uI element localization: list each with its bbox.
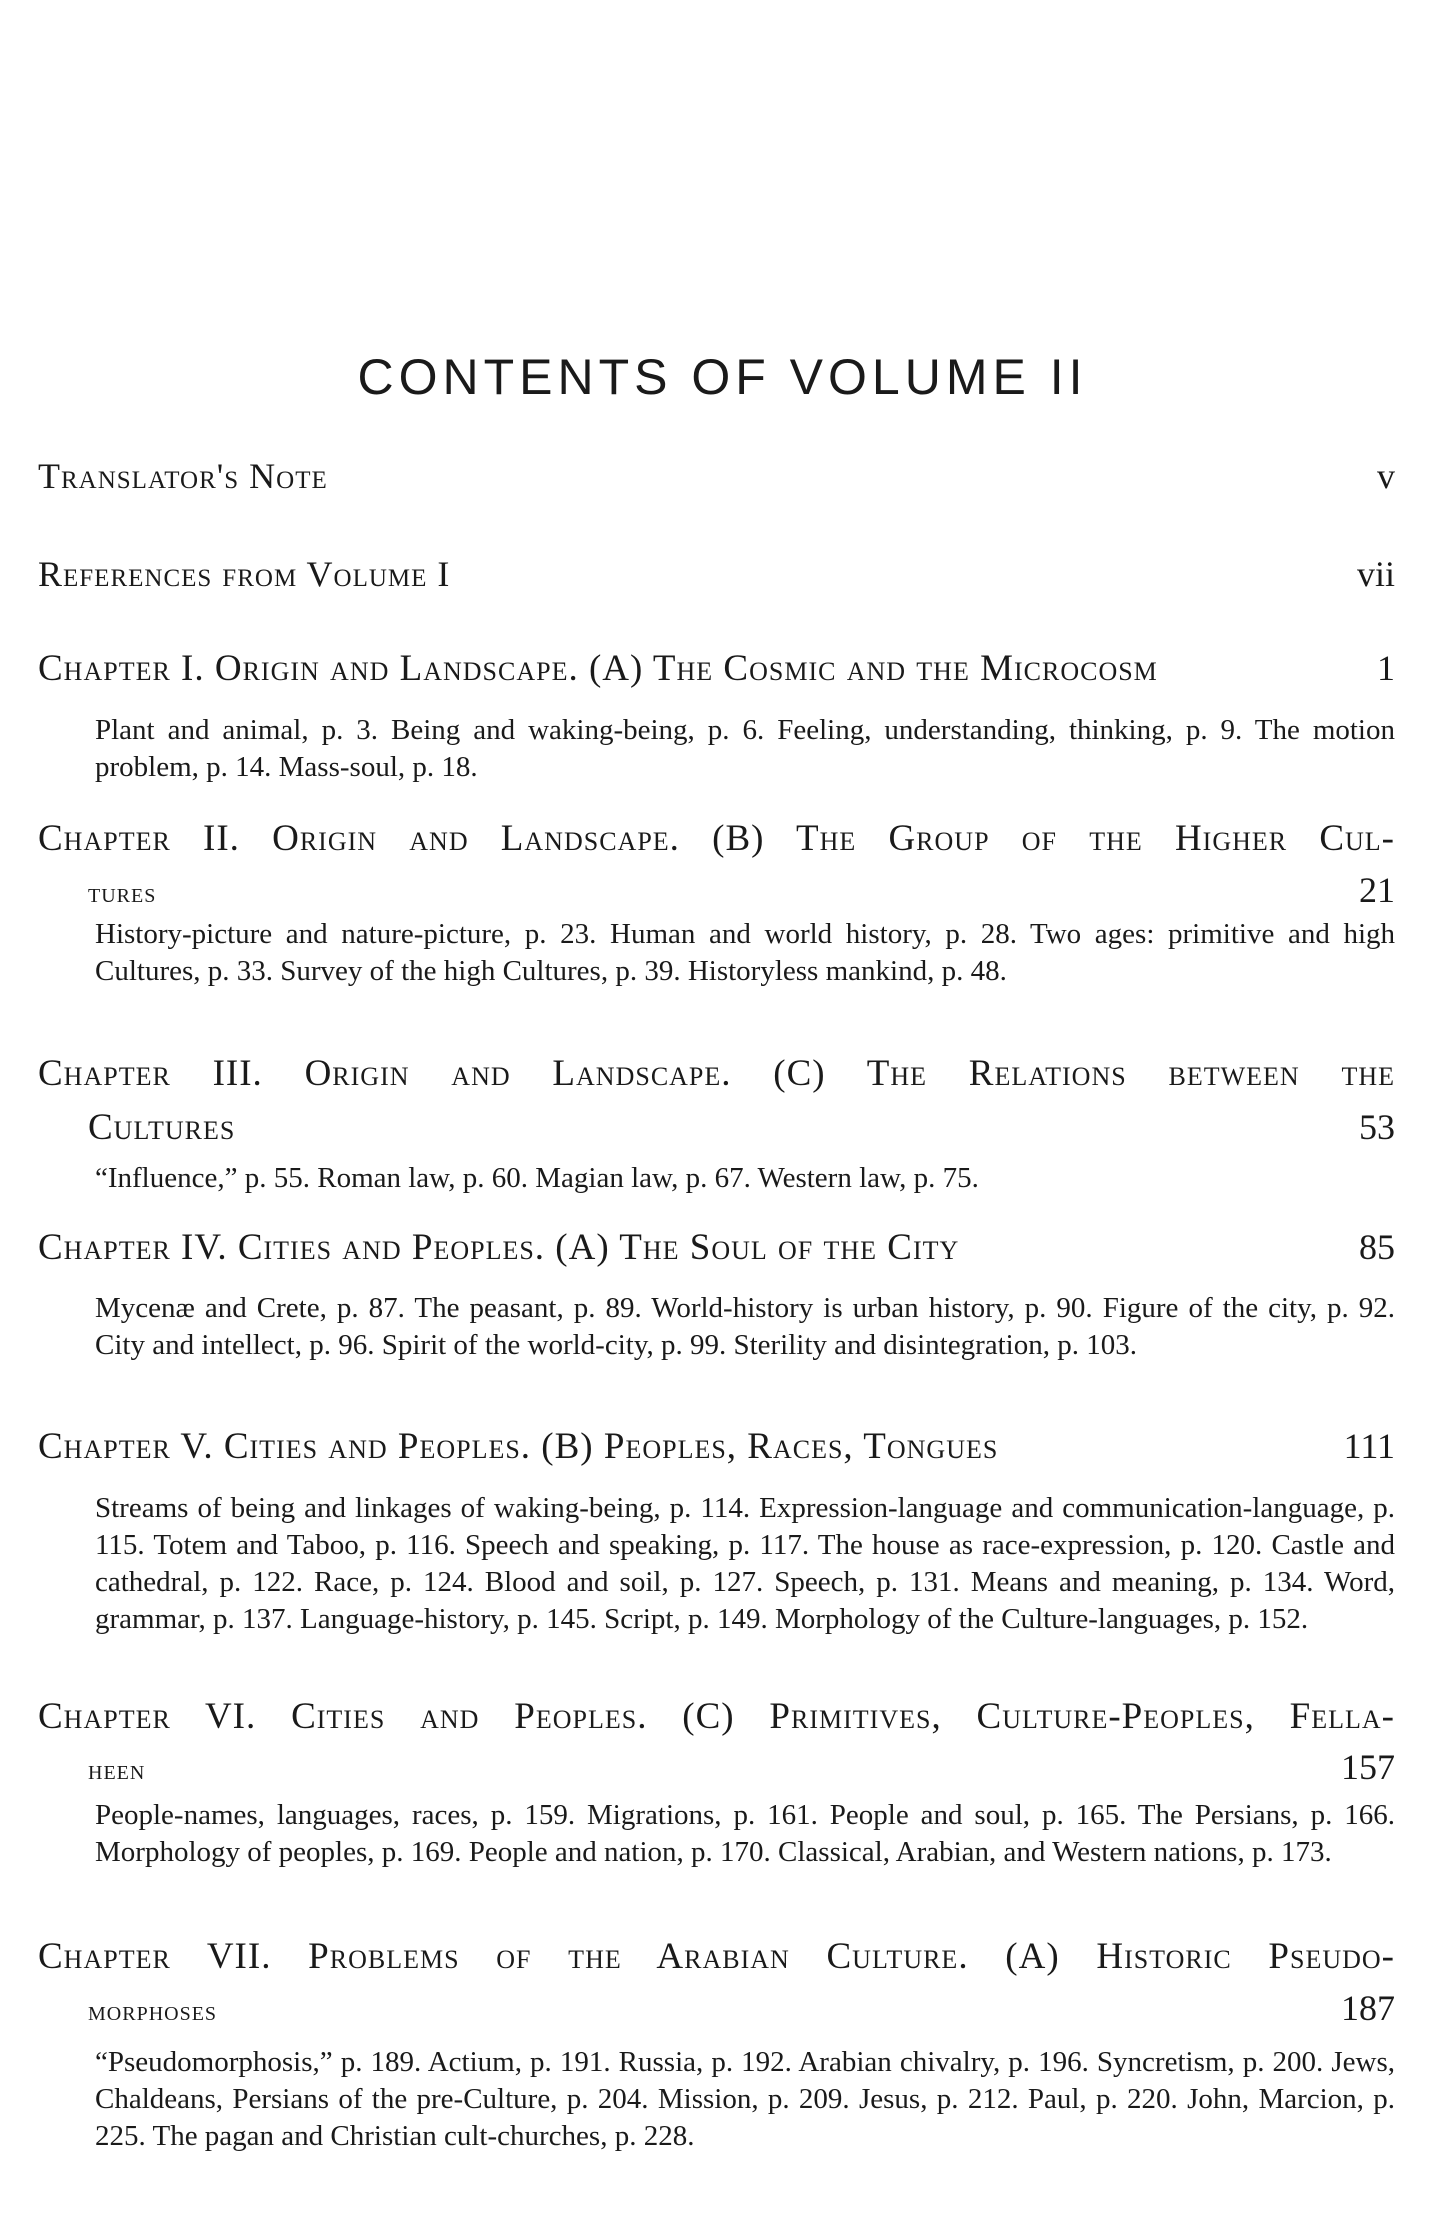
chapter-title: Chapter III. Origin and Landscape. (C) The Relations between the	[38, 1053, 1395, 1094]
chapter-summary: People-names, languages, races, p. 159. Migrations, p. 161. People and soul, p. 165. The Persians, p. 166. Morphology of peoples, p. 169. People and nation, p. 170. Classical, Arabian, and Western nations, p. 173.	[95, 1799, 1395, 1868]
chapter-title-continued: morphoses	[88, 1996, 218, 2027]
chapter-heading	[38, 1935, 1395, 1978]
chapter-title: Chapter VI. Cities and Peoples. (C) Primitives, Culture-Peoples, Fella-	[38, 1696, 1395, 1737]
chapter-heading-continued	[88, 1106, 1395, 1149]
chapter-title: Chapter V. Cities and Peoples. (B) Peoples, Races, Tongues	[38, 1426, 999, 1467]
chapter-heading-continued	[88, 869, 1395, 911]
chapter-page: 85	[1359, 1227, 1395, 1267]
chapter-title-continued: heen	[88, 1755, 146, 1786]
chapter-summary: “Pseudomorphosis,” p. 189. Actium, p. 191. Russia, p. 192. Arabian chivalry, p. 196. Syncretism, p. 200. Jews, Chaldeans, Persians of the pre-Culture, p. 204. Mission, p. 209. Jesus, p. 212. Paul, p. 220. John, Marcion, p. 225. The pagan and Christian cult-churches, p. 228.	[95, 2046, 1395, 2152]
chapter-page: 1	[1377, 648, 1395, 688]
entry-label: References from Volume I	[38, 554, 451, 594]
chapter-title: Chapter VII. Problems of the Arabian Culture. (A) Historic Pseudo-	[38, 1936, 1395, 1977]
chapter-title: Chapter I. Origin and Landscape. (A) The Cosmic and the Microcosm	[38, 648, 1158, 689]
front-matter-entry	[38, 455, 1395, 497]
chapter-heading	[38, 647, 1395, 690]
entry-page: vii	[1356, 554, 1395, 594]
chapter-page: 157	[1341, 1747, 1395, 1787]
chapter-heading	[38, 1052, 1395, 1095]
chapter-title: Chapter II. Origin and Landscape. (B) The Group of the Higher Cul-	[38, 818, 1395, 859]
chapter-heading-continued	[88, 1987, 1395, 2029]
chapter-heading	[38, 1695, 1395, 1738]
chapter-summary: Streams of being and linkages of waking-being, p. 114. Expression-language and communication-language, p. 115. Totem and Taboo, p. 116. Speech and speaking, p. 117. The house as race-expression, p. 120. Castle and cathedral, p. 122. Race, p. 124. Blood and soil, p. 127. Speech, p. 131. Means and meaning, p. 134. Word, grammar, p. 137. Language-history, p. 145. Script, p. 149. Morphology of the Culture-languages, p. 152.	[95, 1492, 1395, 1635]
chapter-summary: Mycenæ and Crete, p. 87. The peasant, p. 89. World-history is urban history, p. 90. Figure of the city, p. 92. City and intellect, p. 96. Spirit of the world-city, p. 99. Sterility and disintegration, p. 103.	[95, 1292, 1395, 1361]
chapter-page: 21	[1359, 870, 1395, 910]
chapter-heading	[38, 1425, 1395, 1468]
entry-page: v	[1377, 456, 1395, 496]
chapter-heading	[38, 1226, 1395, 1269]
chapter-heading-continued	[88, 1746, 1395, 1788]
chapter-page: 187	[1341, 1988, 1395, 2028]
chapter-heading	[38, 817, 1395, 860]
page-title: CONTENTS OF VOLUME II	[357, 349, 1088, 405]
chapter-page: 53	[1359, 1107, 1395, 1147]
chapter-summary: Plant and animal, p. 3. Being and waking-being, p. 6. Feeling, understanding, thinking, p. 9. The motion problem, p. 14. Mass-soul, p. 18.	[95, 714, 1395, 783]
chapter-summary: “Influence,” p. 55. Roman law, p. 60. Magian law, p. 67. Western law, p. 75.	[95, 1162, 979, 1194]
chapter-page: 111	[1343, 1426, 1395, 1466]
chapter-title: Chapter IV. Cities and Peoples. (A) The Soul of the City	[38, 1227, 960, 1268]
chapter-summary: History-picture and nature-picture, p. 23. Human and world history, p. 28. Two ages: primitive and high Cultures, p. 33. Survey of the high Cultures, p. 39. Historyless mankind, p. 48.	[95, 918, 1395, 987]
front-matter-entry	[38, 553, 1395, 595]
chapter-title-continued: Cultures	[88, 1107, 236, 1148]
entry-label: Translator's Note	[38, 456, 328, 496]
chapter-title-continued: tures	[88, 878, 157, 909]
